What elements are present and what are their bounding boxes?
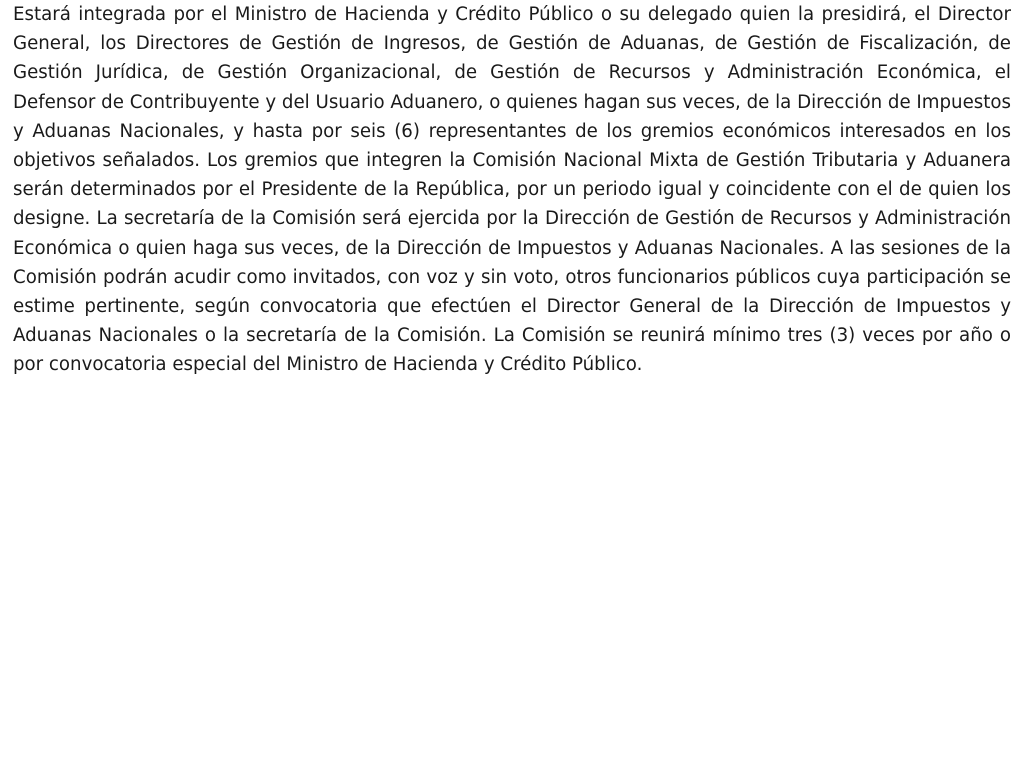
body-paragraph: Estará integrada por el Ministro de Hacienda y Crédito Público o su delegado quien la presidirá, el Director General, los Directores de Gestión de Ingresos, de Gestión de Aduanas, de Gestión de Fiscalización, de Gestión Jurídica, de Gestión Organizacional, de Gestión de Recursos y Administración Económica, el Defensor de Contribuyente y del Usuario Aduanero, o quienes hagan sus veces, de la Dirección de Impuestos y Aduanas Nacionales, y hasta por seis (6) representantes de los gremios económicos interesados en los objetivos señalados. Los gremios que integren la Comisión Nacional Mixta de Gestión Tributaria y Aduanera serán determinados por el Presidente de la República, por un periodo igual y coincidente con el de quien los designe. La secretaría de la Comisión será ejercida por la Dirección de Gestión de Recursos y Administración Económica o quien haga sus veces, de la Dirección de Impuestos y Aduanas Nacionales. A las sesiones de la Comisión podrán acudir como invitados, con voz y sin voto, otros funcionarios públicos cuya participación se estime pertinente, según convocatoria que efectúen el Director General de la Dirección de Impuestos y Aduanas Nacionales o la secretaría de la Comisión. La Comisión se reunirá mínimo tres (3) veces por año o por convocatoria especial del Ministro de Hacienda y Crédito Público. <box>13 4 1011 376</box>
